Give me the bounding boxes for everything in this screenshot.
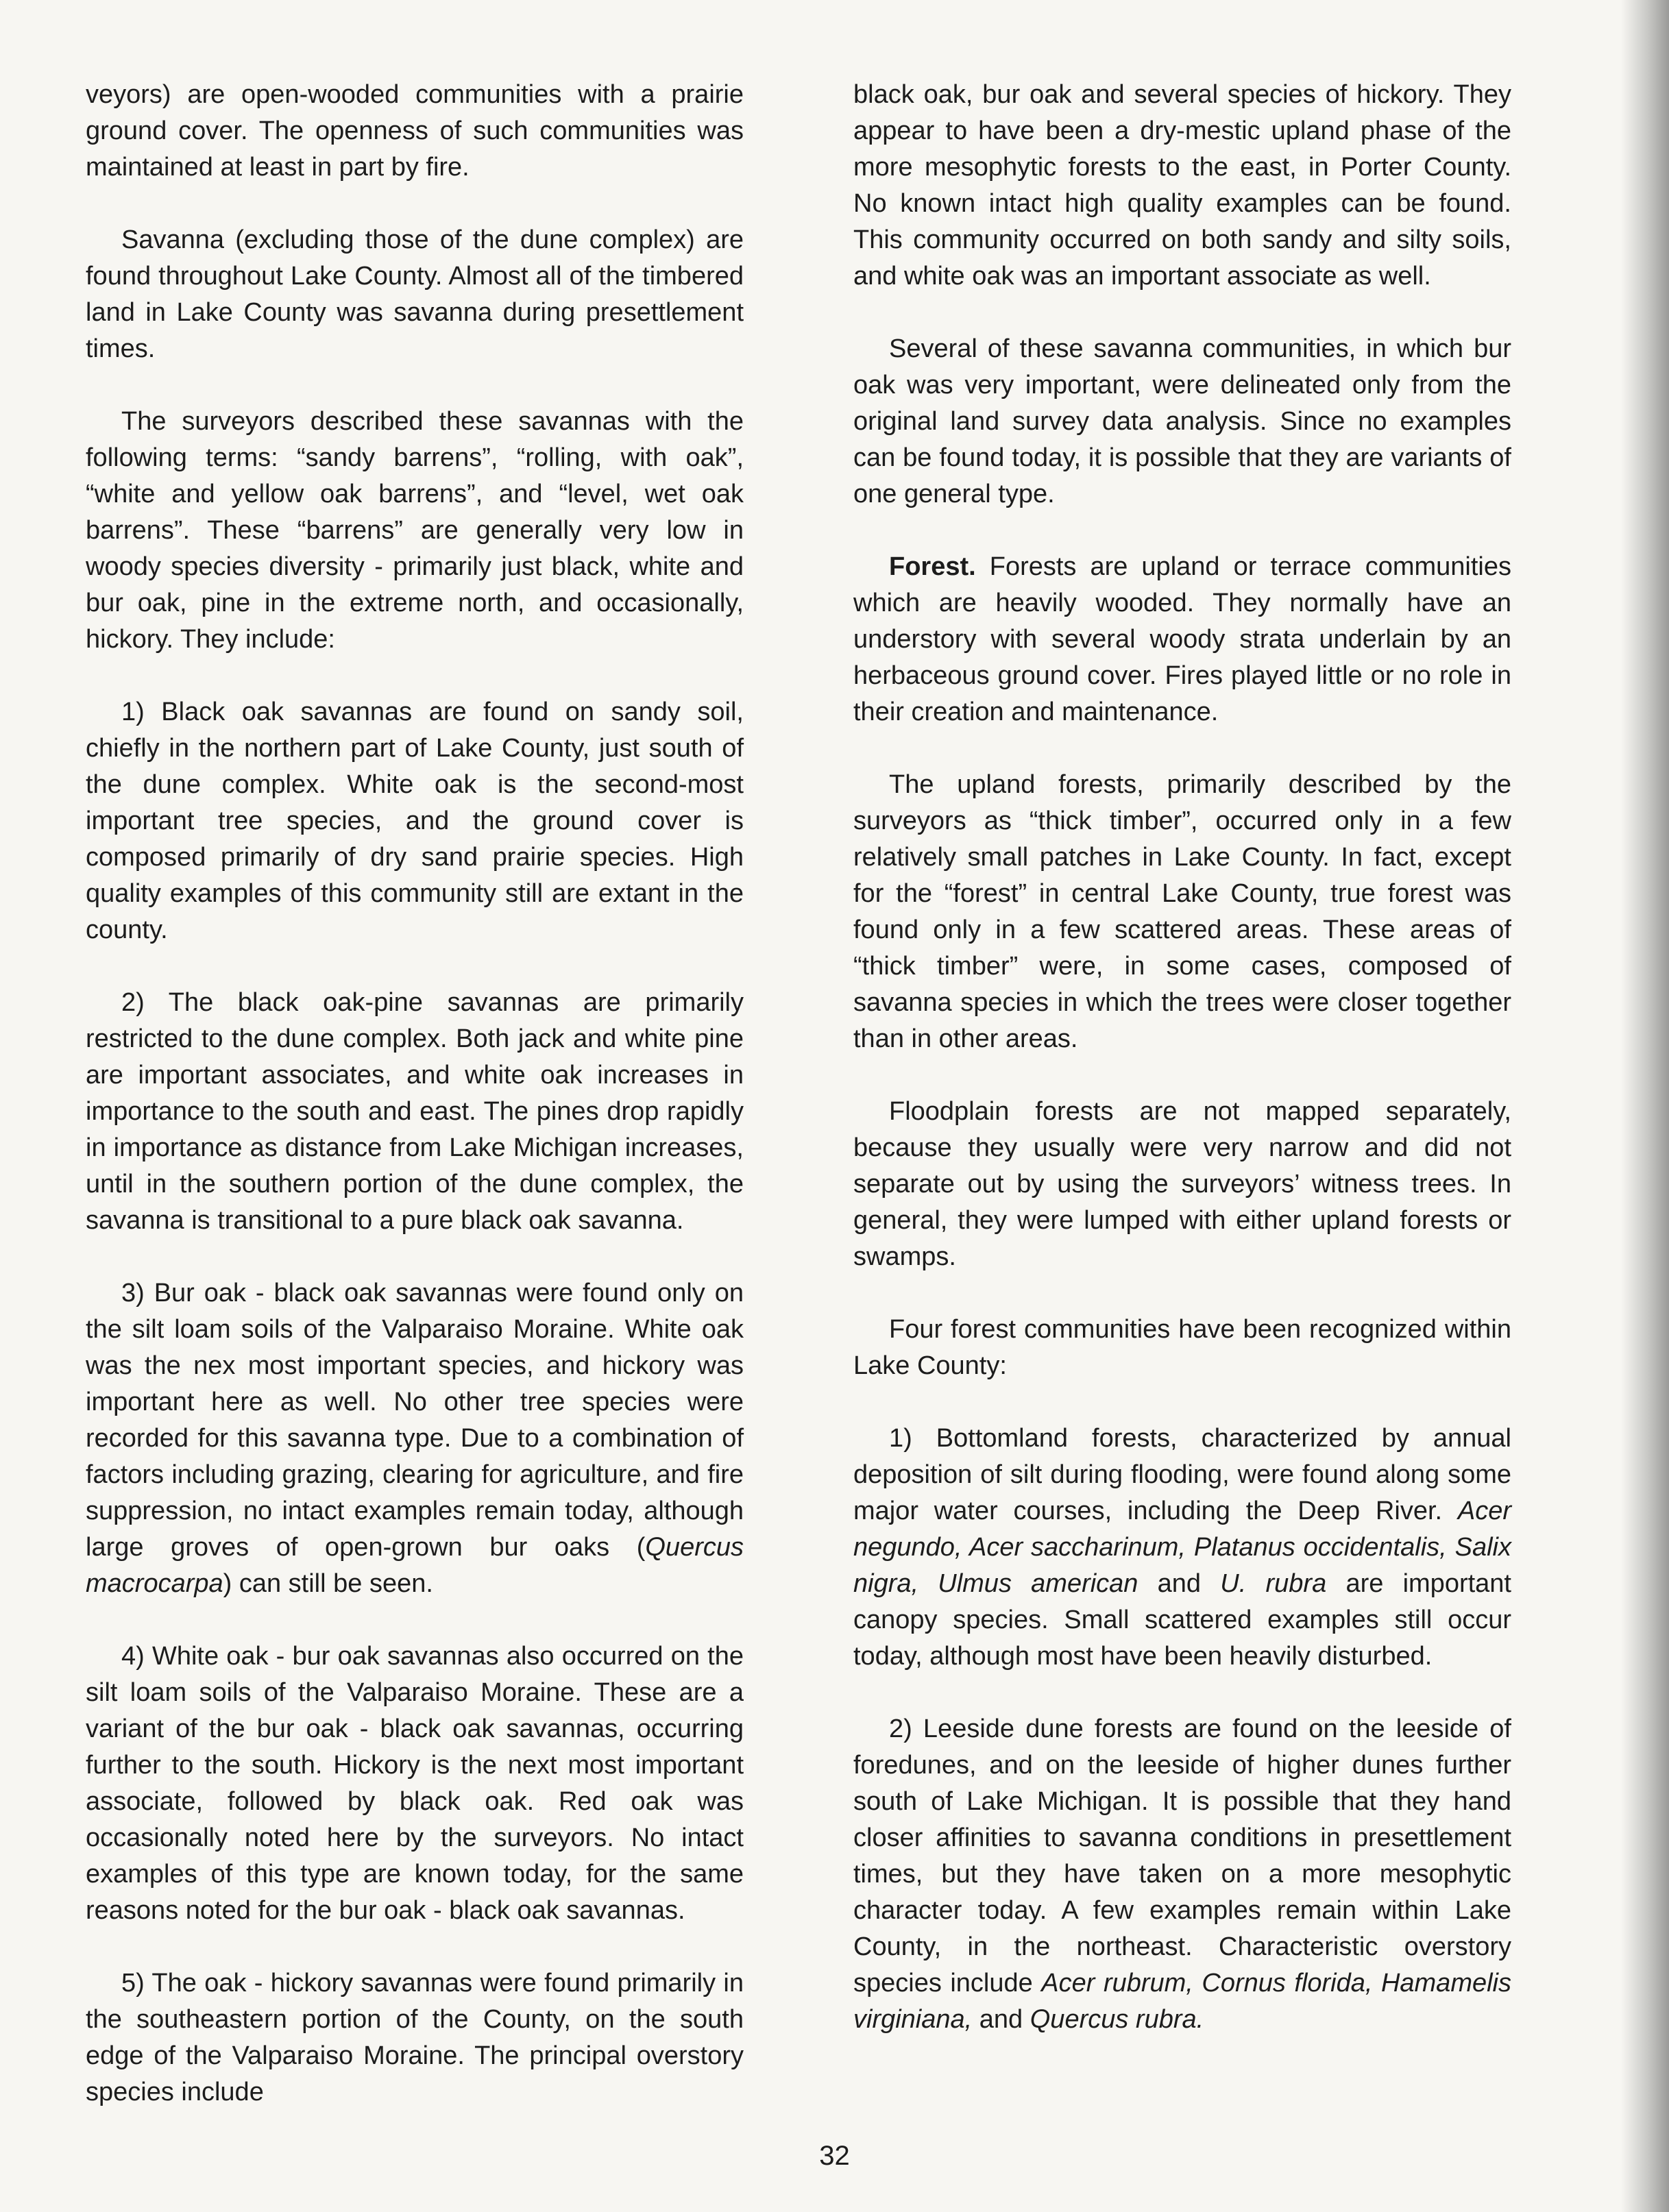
text: and bbox=[972, 2005, 1030, 2034]
text: Forests are upland or terrace communities which are heavily wooded. They normally have an understory with several woody strata underlain by an herbaceous ground cover. Fires played little or no role in their creation and maintenance. bbox=[853, 552, 1511, 726]
paragraph: Several of these savanna communities, in which bur oak was very important, were delineated only from the original land survey data analysis. Since no examples can be found today, it is possible that they are variants of one general type. bbox=[853, 334, 1511, 508]
paragraph: 4) White oak - bur oak savannas also occurred on the silt loam soils of the Valparaiso Moraine. These are a variant of the bur oak - black oak savannas, occurring further to the south. Hickory is the next most important associate, followed by black oak. Red oak was occasionally noted here by the surveyors. No intact examples of this type are known today, for the same reasons noted for the bur oak - black oak savannas. bbox=[86, 1642, 744, 1925]
paragraph: 2) The black oak-pine savannas are primarily restricted to the dune complex. Both jack and white pine are important associates, and white oak increases in importance to the south and east. The pines drop rapidly in importance as distance from Lake Michigan increases, until in the southern portion of the dune complex, the savanna is transitional to a pure black oak savanna. bbox=[86, 988, 744, 1235]
text: 2) Leeside dune forests are found on the leeside of foredunes, and on the leeside of higher dunes further south of Lake Michigan. It is possible that they hand closer affinities to savanna conditions in presettlement times, but they have taken on a more mesophytic character today. A few examples remain within Lake County, in the northeast. Characteristic overstory species include bbox=[853, 1715, 1511, 1998]
text: 1) Bottomland forests, characterized by annual deposition of silt during flooding, were found along some major water courses, including the Deep River. bbox=[853, 1424, 1511, 1525]
left-column bbox=[86, 77, 744, 2147]
section-heading: Forest. bbox=[889, 552, 976, 581]
paragraph bbox=[86, 1275, 744, 1602]
paragraph: Floodplain forests are not mapped separately, because they usually were very narrow and did not separate out by using the surveyors’ witness trees. In general, they were lumped with either upland forests or swamps. bbox=[853, 1097, 1511, 1271]
paragraph bbox=[853, 1711, 1511, 2038]
text: ) can still be seen. bbox=[223, 1569, 433, 1598]
text: are important canopy species. Small scattered examples still occur today, although most have been heavily disturbed. bbox=[853, 1569, 1511, 1671]
paragraph: veyors) are open-wooded communities with a prairie ground cover. The openness of such communities was maintained at least in part by fire. bbox=[86, 80, 744, 182]
paragraph: black oak, bur oak and several species of hickory. They appear to have been a dry-mestic upland phase of the more mesophytic forests to the east, in Porter County. No known intact high quality examples can be found. This community occurred on both sandy and silty soils, and white oak was an important associate as well. bbox=[853, 80, 1511, 291]
page-edge-shadow bbox=[1621, 0, 1669, 2212]
species-name: Quercus rubra. bbox=[1030, 2005, 1204, 2034]
paragraph: Four forest communities have been recognized within Lake County: bbox=[853, 1315, 1511, 1380]
species-name: U. rubra bbox=[1220, 1569, 1327, 1598]
paragraph: The upland forests, primarily described by the surveyors as “thick timber”, occurred only in a few relatively small patches in Lake County. In fact, except for the “forest” in central Lake County, true forest was found only in a few scattered areas. These areas of “thick timber” were, in some cases, composed of savanna species in which the trees were closer together than in other areas. bbox=[853, 770, 1511, 1053]
text: 3) Bur oak - black oak savannas were found only on the silt loam soils of the Valparaiso Moraine. White oak was the nex most important species, and hickory was important here as well. No other tree species were recorded for this savanna type. Due to a combination of factors including grazing, clearing for agriculture, and fire suppression, no intact examples remain today, although large groves of open-grown bur oaks ( bbox=[86, 1279, 744, 1562]
paragraph bbox=[853, 549, 1511, 730]
paragraph: 5) The oak - hickory savannas were found primarily in the southeastern portion of the County, on the south edge of the Valparaiso Moraine. The principal overstory species include bbox=[86, 1969, 744, 2106]
species-name: Acer rubrum, Cornus florida, Hamamelis virginiana, bbox=[853, 1969, 1511, 2034]
paragraph: 1) Black oak savannas are found on sandy soil, chiefly in the northern part of Lake County, just south of the dune complex. White oak is the second-most important tree species, and the ground cover is composed primarily of dry sand prairie species. High quality examples of this community still are extant in the county. bbox=[86, 698, 744, 944]
species-name: Acer negundo, Acer saccharinum, Platanus occidentalis, Salix nigra, Ulmus american bbox=[853, 1497, 1511, 1598]
text: and bbox=[1138, 1569, 1221, 1598]
right-column bbox=[853, 77, 1511, 2074]
page-number: 32 bbox=[819, 2141, 850, 2171]
species-name: Quercus macrocarpa bbox=[86, 1533, 744, 1598]
paragraph: Savanna (excluding those of the dune complex) are found throughout Lake County. Almost all of the timbered land in Lake County was savanna during presettlement times. bbox=[86, 225, 744, 363]
paragraph bbox=[853, 1421, 1511, 1675]
paragraph: The surveyors described these savannas with the following terms: “sandy barrens”, “rolling, with oak”, “white and yellow oak barrens”, and “level, wet oak barrens”. These “barrens” are generally very low in woody species diversity - primarily just black, white and bur oak, pine in the extreme north, and occasionally, hickory. They include: bbox=[86, 407, 744, 654]
